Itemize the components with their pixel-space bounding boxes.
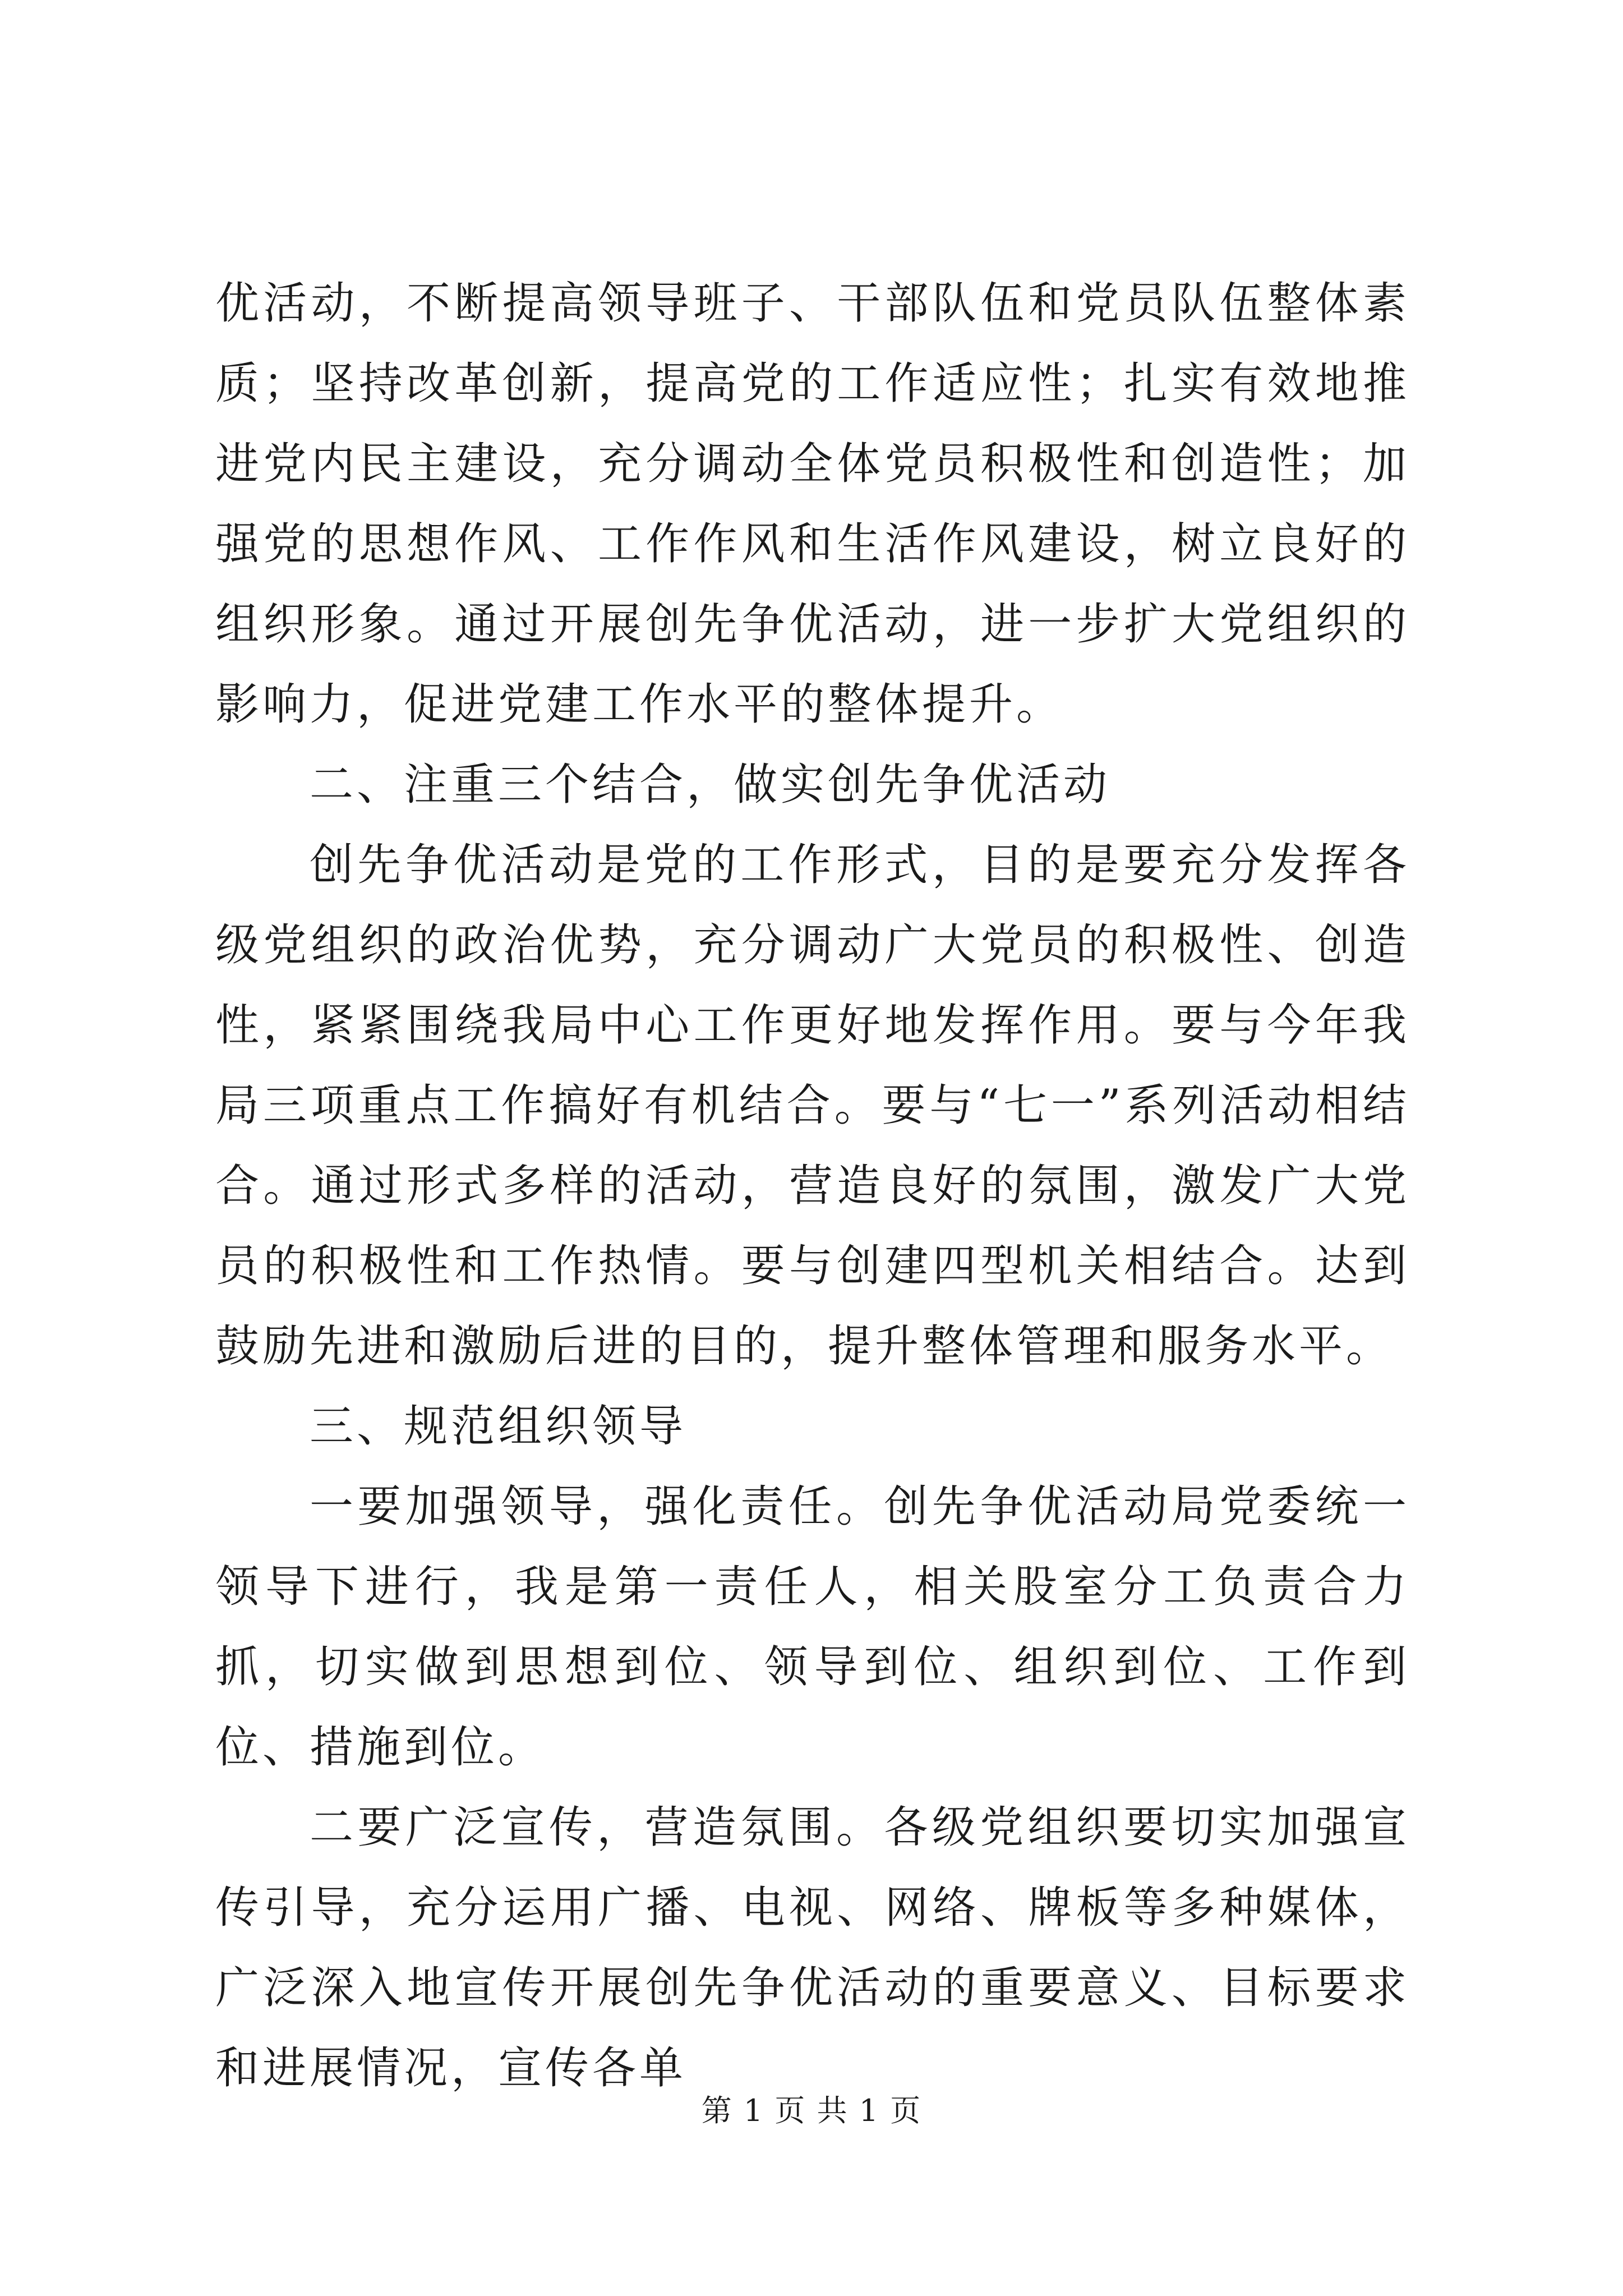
paragraph-continuation: 优活动，不断提高领导班子、干部队伍和党员队伍整体素质；坚持改革创新，提高党的工作适应性；扎实有效地推进党内民主建设，充分调动全体党员积极性和创造性；加强党的思想作风、工作作风和生活作风建设，树立良好的组织形象。通过开展创先争优活动，进一步扩大党组织的影响力，促进党建工作水平的整体提升。 xyxy=(215,278,1410,730)
section-heading-two: 二、注重三个结合，做实创先争优活动 xyxy=(310,760,1111,810)
paragraph-three-combinations: 创先争优活动是党的工作形式，目的是要充分发挥各级党组织的政治优势，充分调动广大党员的积极性、创造性，紧紧围绕我局中心工作更好地发挥作用。要与今年我局三项重点工作搞好有机结合。要与“七一”系列活动相结合。通过形式多样的活动，营造良好的氛围，激发广大党员的积极性和工作热情。要与创建四型机关相结合。达到鼓励先进和激励后进的目的，提升整体管理和服务水平。 xyxy=(215,840,1410,1372)
page-footer: 第 1 页 共 1 页 xyxy=(701,2093,922,2128)
paragraph-publicity: 二要广泛宣传，营造氛围。各级党组织要切实加强宣传引导，充分运用广播、电视、网络、牌板等多种媒体，广泛深入地宣传开展创先争优活动的重要意义、目标要求和进展情况，宣传各单 xyxy=(215,1802,1410,2093)
paragraph-leadership: 一要加强领导，强化责任。创先争优活动局党委统一领导下进行，我是第一责任人，相关股室分工负责合力抓，切实做到思想到位、领导到位、组织到位、工作到位、措施到位。 xyxy=(215,1481,1410,1773)
document-body xyxy=(215,264,1410,2109)
section-heading-three: 三、规范组织领导 xyxy=(310,1401,687,1452)
